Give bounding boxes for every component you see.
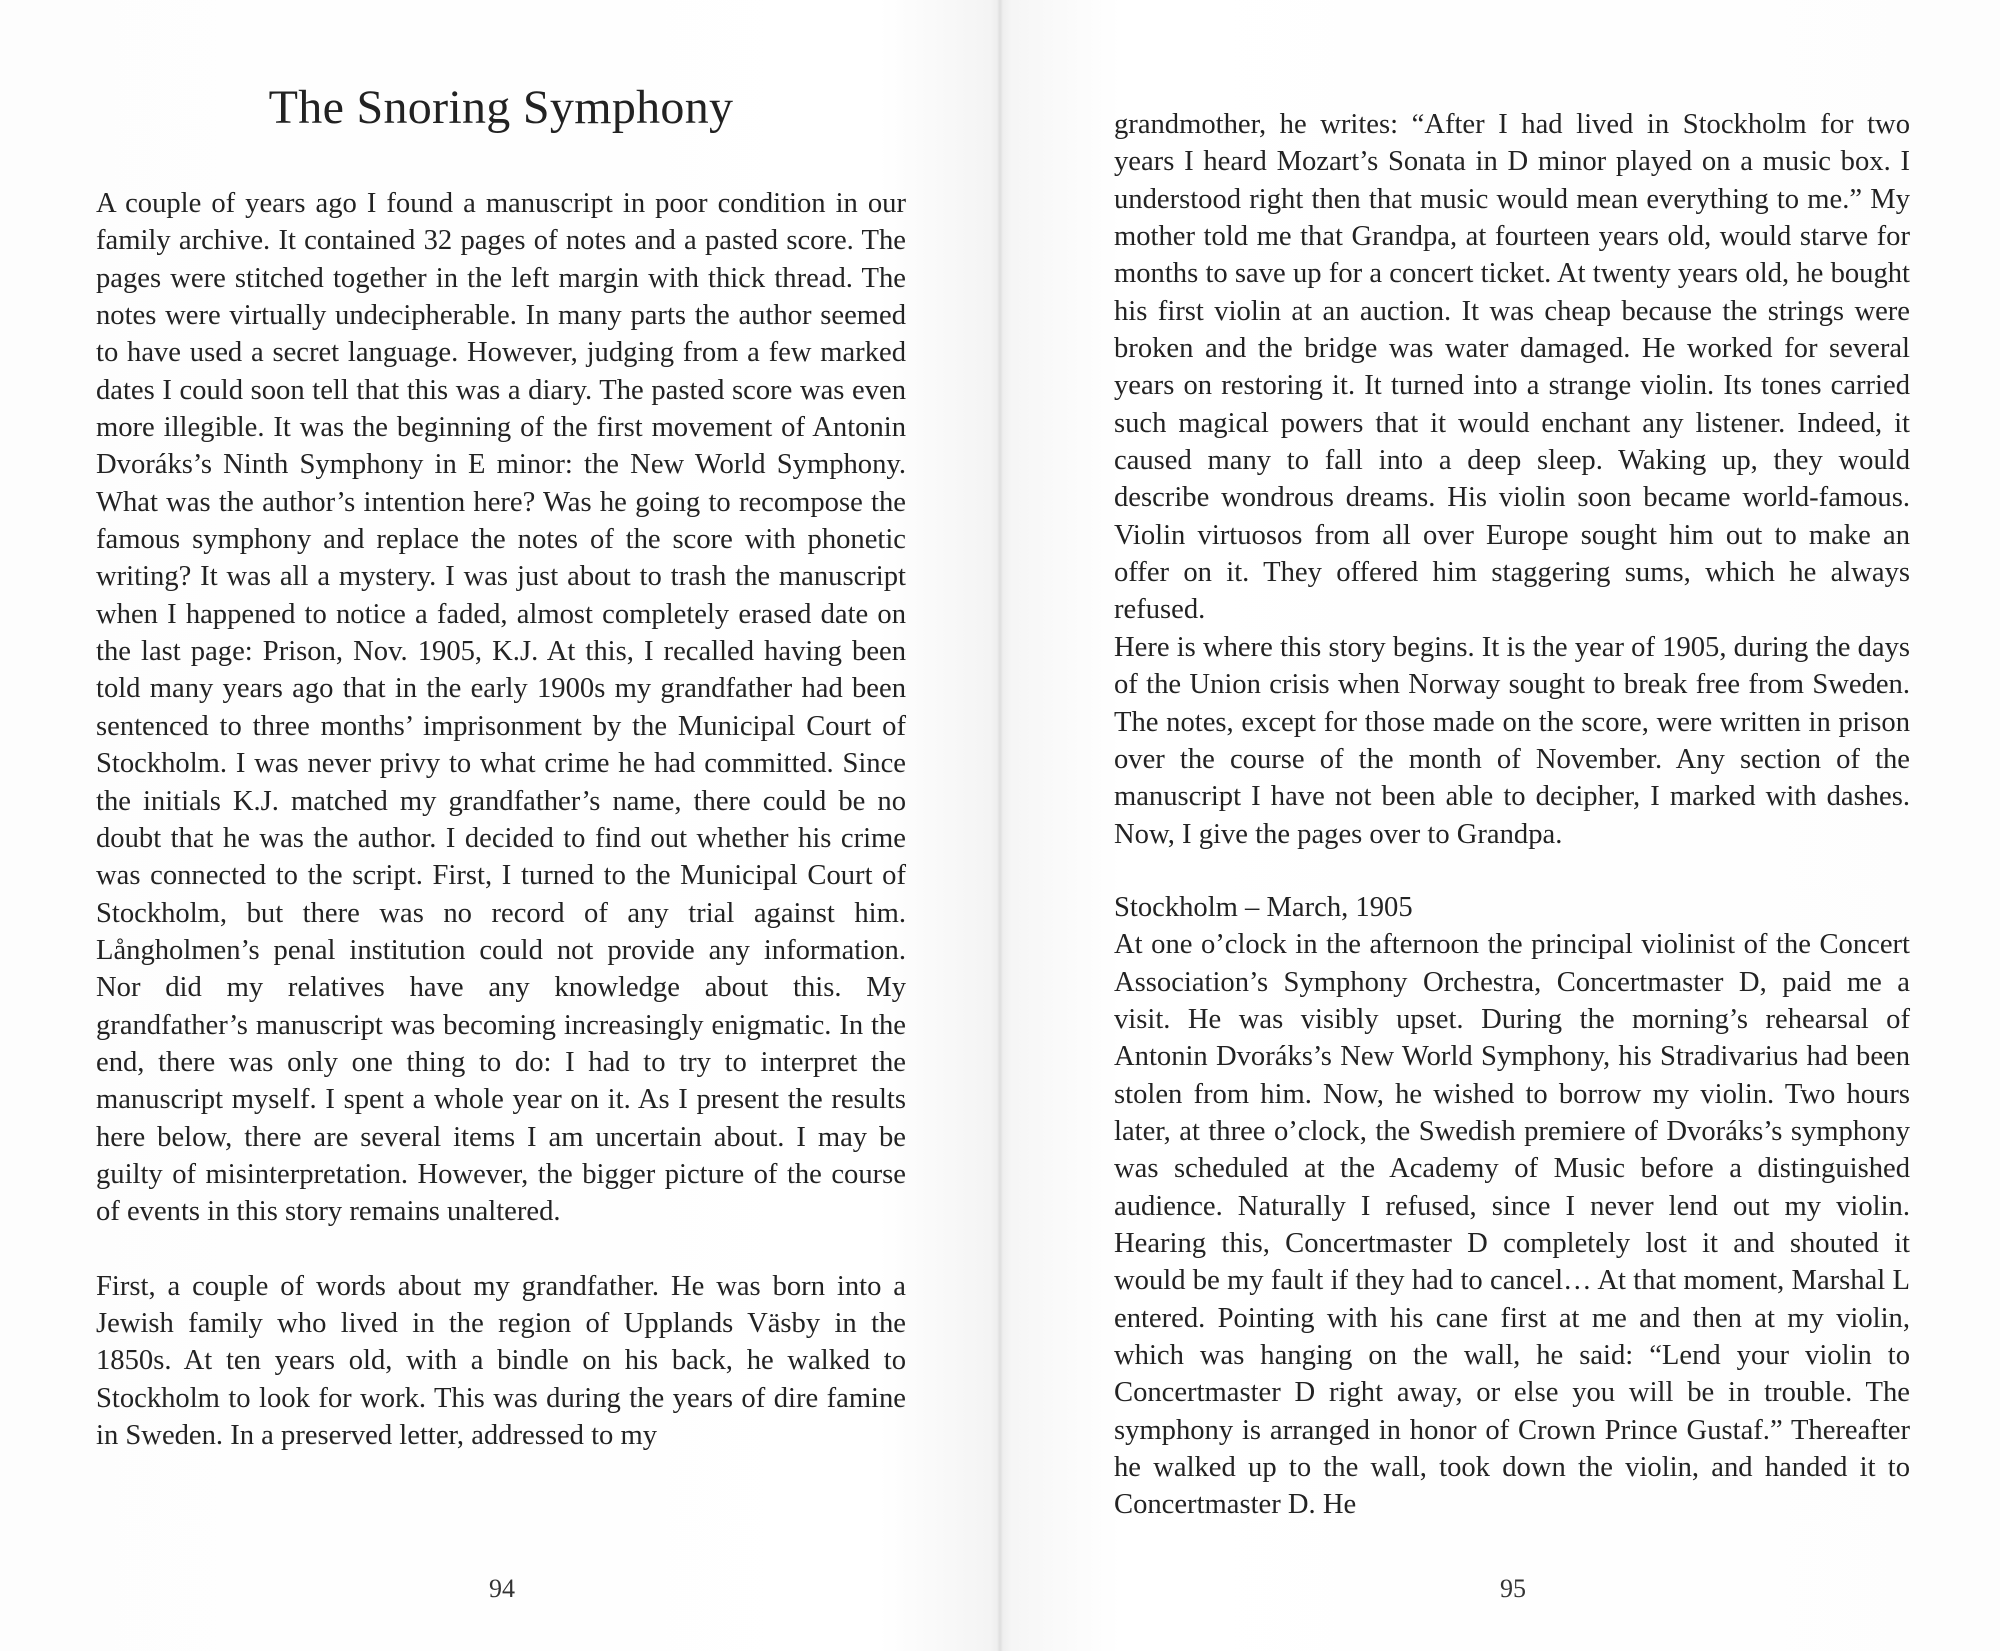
section-heading: Stockholm – March, 1905: [1114, 891, 1413, 923]
page-number-right: 95: [1500, 1574, 1526, 1603]
paragraph-spacer: [96, 1231, 906, 1268]
right-paragraph-2: Here is where this story begins. It is the year of 1905, during the days of the Union crisis when Norway sought to break free from Sweden. The notes, except for those made on the score, were written in prison over the course of the month of November. Any section of the manuscript I have not been able to decipher, I marked with dashes. Now, I give the pages over to Grandpa.: [1114, 631, 1910, 850]
right-page: [1000, 0, 2000, 1651]
right-page-body: [1114, 106, 1910, 1524]
left-page-body: [96, 185, 906, 1454]
left-paragraph-2: First, a couple of words about my grandfather. He was born into a Jewish family who lived in the region of Upplands Väsby in the 1850s. At ten years old, with a bindle on his back, he walked to Stockholm to look for work. This was during the years of dire famine in Sweden. In a preserved letter, addressed to my: [96, 1270, 906, 1451]
section-paragraph: At one o’clock in the afternoon the principal violinist of the Concert Association’s Symphony Orchestra, Concertmaster D, paid me a visit. He was visibly upset. During the morning’s rehearsal of Antonin Dvoráks’s New World Symphony, his Stradivarius had been stolen from him. Now, he wished to borrow my violin. Two hours later, at three o’clock, the Swedish premiere of Dvoráks’s symphony was scheduled at the Academy of Music before a distinguished audience. Naturally I refused, since I never lend out my violin. Hearing this, Concertmaster D completely lost it and shouted it would be my fault if they had to cancel… At that moment, Marshal L entered. Pointing with his cane first at me and then at my violin, which was hanging on the wall, he said: “Lend your violin to Concertmaster D right away, or else you will be in trouble. The symphony is arranged in honor of Crown Prince Gustaf.” Thereafter he walked up to the wall, took down the violin, and handed it to Concertmaster D. He: [1114, 929, 1910, 1521]
paragraph-spacer: [1114, 853, 1910, 889]
page-number-left: 94: [489, 1574, 515, 1603]
chapter-title: The Snoring Symphony: [268, 81, 734, 134]
right-paragraph-1: grandmother, he writes: “After I had lived in Stockholm for two years I heard Mozart’s Sonata in D minor played on a music box. I understood right then that music would mean everything to me.” My mother told me that Grandpa, at fourteen years old, would starve for months to save up for a concert ticket. At twenty years old, he bought his first violin at an auction. It was cheap because the strings were broken and the bridge was water damaged. He worked for several years on restoring it. It turned into a strange violin. Its tones carried such magical powers that it would enchant any listener. Indeed, it caused many to fall into a deep sleep. Waking up, they would describe wondrous dreams. His violin soon became world-famous. Violin virtuosos from all over Europe sought him out to make an offer on it. They offered him staggering sums, which he always refused.: [1114, 109, 1910, 626]
left-paragraph-1: A couple of years ago I found a manuscript in poor condition in our family archive. It contained 32 pages of notes and a pasted score. The pages were stitched together in the left margin with thick thread. The notes were virtually undecipherable. In many parts the author seemed to have used a secret language. However, judging from a few marked dates I could soon tell that this was a diary. The pasted score was even more illegible. It was the beginning of the first movement of Antonin Dvoráks’s Ninth Symphony in E minor: the New World Symphony. What was the author’s intention here? Was he going to recompose the famous symphony and replace the notes of the score with phonetic writing? It was all a mystery. I was just about to trash the manuscript when I happened to notice a faded, almost completely erased date on the last page: Prison, Nov. 1905, K.J. At this, I recalled having been told many years ago that in the early 1900s my grandfather had been sentenced to three months’ imprisonment by the Municipal Court of Stockholm. I was never privy to what crime he had committed. Since the initials K.J. matched my grandfather’s name, there could be no doubt that he was the author. I decided to find out whether his crime was connected to the script. First, I turned to the Municipal Court of Stockholm, but there was no record of any trial against him. Långholmen’s penal institution could not provide any information. Nor did my relatives have any knowledge about this. My grandfather’s manuscript was becoming increasingly enigmatic. In the end, there was only one thing to do: I had to try to interpret the manuscript myself. I spent a whole year on it. As I present the results here below, there are several items I am uncertain about. I may be guilty of misinterpretation. However, the bigger picture of the course of events in this story remains unaltered.: [96, 188, 906, 1228]
